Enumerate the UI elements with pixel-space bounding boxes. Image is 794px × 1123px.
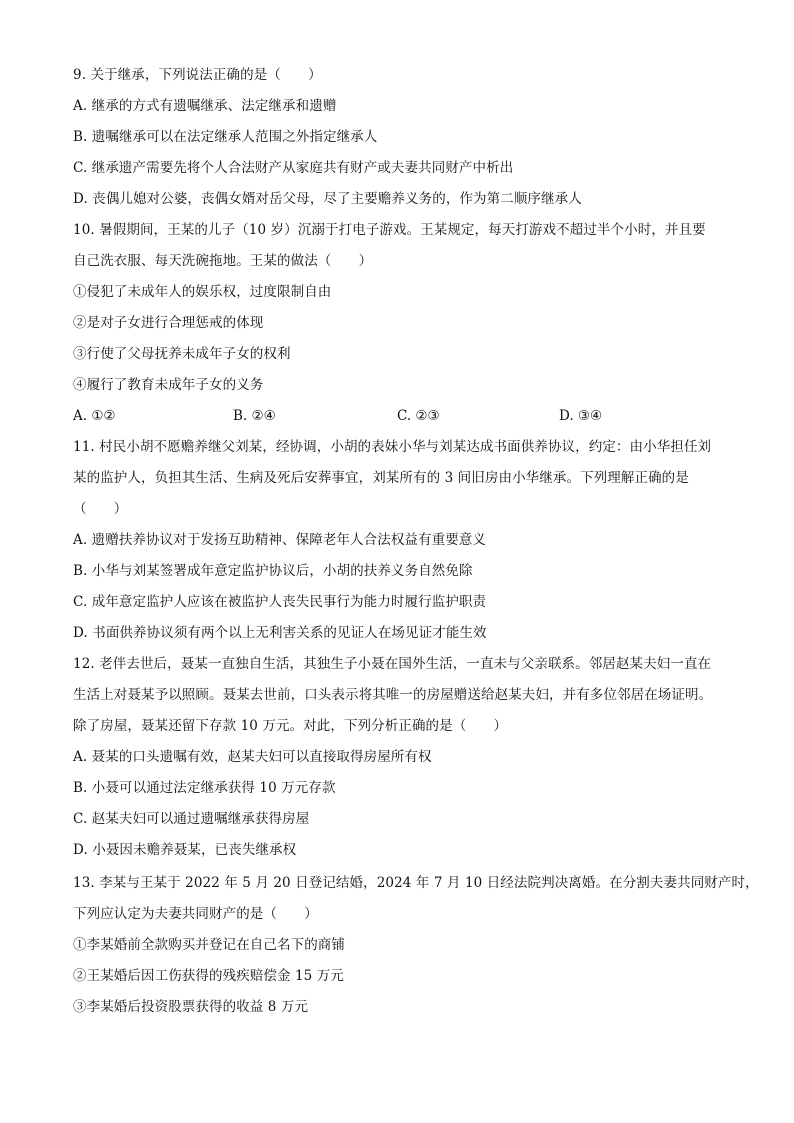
q12-option-a: A. 聂某的口头遗嘱有效，赵某夫妇可以直接取得房屋所有权	[73, 749, 432, 765]
q10-statement-2: ②是对子女进行合理惩戒的体现	[73, 315, 264, 331]
q11-option-d: D. 书面供养协议须有两个以上无利害关系的见证人在场见证才能生效	[73, 625, 487, 641]
q11-stem-line-1: 11. 村民小胡不愿赡养继父刘某，经协调，小胡的表妹小华与刘某达成书面供养协议，约定：由小华担任刘	[73, 439, 712, 455]
q13-stem-line-2: 下列应认定为夫妻共同财产的是（ ）	[73, 906, 318, 922]
q12-stem-line-2: 生活上对聂某予以照顾。聂某去世前，口头表示将其唯一的房屋赠送给赵某夫妇，并有多位邻居在场证明。	[73, 687, 713, 703]
q11-option-a: A. 遗赠扶养协议对于发扬互助精神、保障老年人合法权益有重要意义	[73, 532, 487, 548]
q13-statement-3: ③李某婚后投资股票获得的收益 8 万元	[73, 999, 309, 1015]
q10-option-a: A. ①②	[73, 408, 116, 424]
q12-option-d: D. 小聂因未赡养聂某，已丧失继承权	[73, 842, 297, 858]
q10-options-row	[73, 406, 743, 426]
q12-option-b: B. 小聂可以通过法定继承获得 10 万元存款	[73, 780, 336, 796]
q10-statement-1: ①侵犯了未成年人的娱乐权，过度限制自由	[73, 284, 332, 300]
q13-stem-line-1: 13. 李某与王某于 2022 年 5 月 20 日登记结婚，2024 年 7 月 10 日经法院判决离婚。在分割夫妻共同财产时，	[73, 875, 759, 891]
q12-option-c: C. 赵某夫妇可以通过遗嘱继承获得房屋	[73, 811, 310, 827]
q12-stem-line-1: 12. 老伴去世后，聂某一直独自生活，其独生子小聂在国外生活，一直未与父亲联系。邻居赵某夫妇一直在	[73, 656, 712, 672]
q10-statement-4: ④履行了教育未成年子女的义务	[73, 377, 264, 393]
q9-stem: 9. 关于继承，下列说法正确的是（ ）	[73, 67, 322, 83]
q9-option-d: D. 丧偶儿媳对公婆，丧偶女婿对岳父母，尽了主要赡养义务的，作为第二顺序继承人	[73, 191, 582, 207]
q13-statement-1: ①李某婚前全款购买并登记在自己名下的商铺	[73, 937, 345, 953]
q10-statement-3: ③行使了父母抚养未成年子女的权利	[73, 346, 291, 362]
q12-stem-line-3: 除了房屋，聂某还留下存款 10 万元。对此，下列分析正确的是（ ）	[73, 718, 508, 734]
q9-option-b: B. 遗嘱继承可以在法定继承人范围之外指定继承人	[73, 129, 378, 145]
q10-option-d: D. ③④	[559, 408, 603, 424]
q10-option-b: B. ②④	[233, 408, 276, 424]
q11-stem-line-3: （ ）	[73, 501, 128, 517]
q13-statement-2: ②王某婚后因工伤获得的残疾赔偿金 15 万元	[73, 968, 344, 984]
q10-option-c: C. ②③	[397, 408, 440, 424]
q10-stem-line-2: 自己洗衣服、每天洗碗拖地。王某的做法（ ）	[73, 253, 373, 269]
q9-option-a: A. 继承的方式有遗嘱继承、法定继承和遗赠	[73, 98, 337, 114]
q11-option-b: B. 小华与刘某签署成年意定监护协议后，小胡的扶养义务自然免除	[73, 563, 473, 579]
q10-stem-line-1: 10. 暑假期间，王某的儿子（10 岁）沉溺于打电子游戏。王某规定，每天打游戏不超过半个小时，并且要	[73, 222, 706, 238]
q9-option-c: C. 继承遗产需要先将个人合法财产从家庭共有财产或夫妻共同财产中析出	[73, 160, 514, 176]
q11-stem-line-2: 某的监护人，负担其生活、生病及死后安葬事宜，刘某所有的 3 间旧房由小华继承。下列理解正确的是	[73, 470, 689, 486]
q11-option-c: C. 成年意定监护人应该在被监护人丧失民事行为能力时履行监护职责	[73, 594, 487, 610]
